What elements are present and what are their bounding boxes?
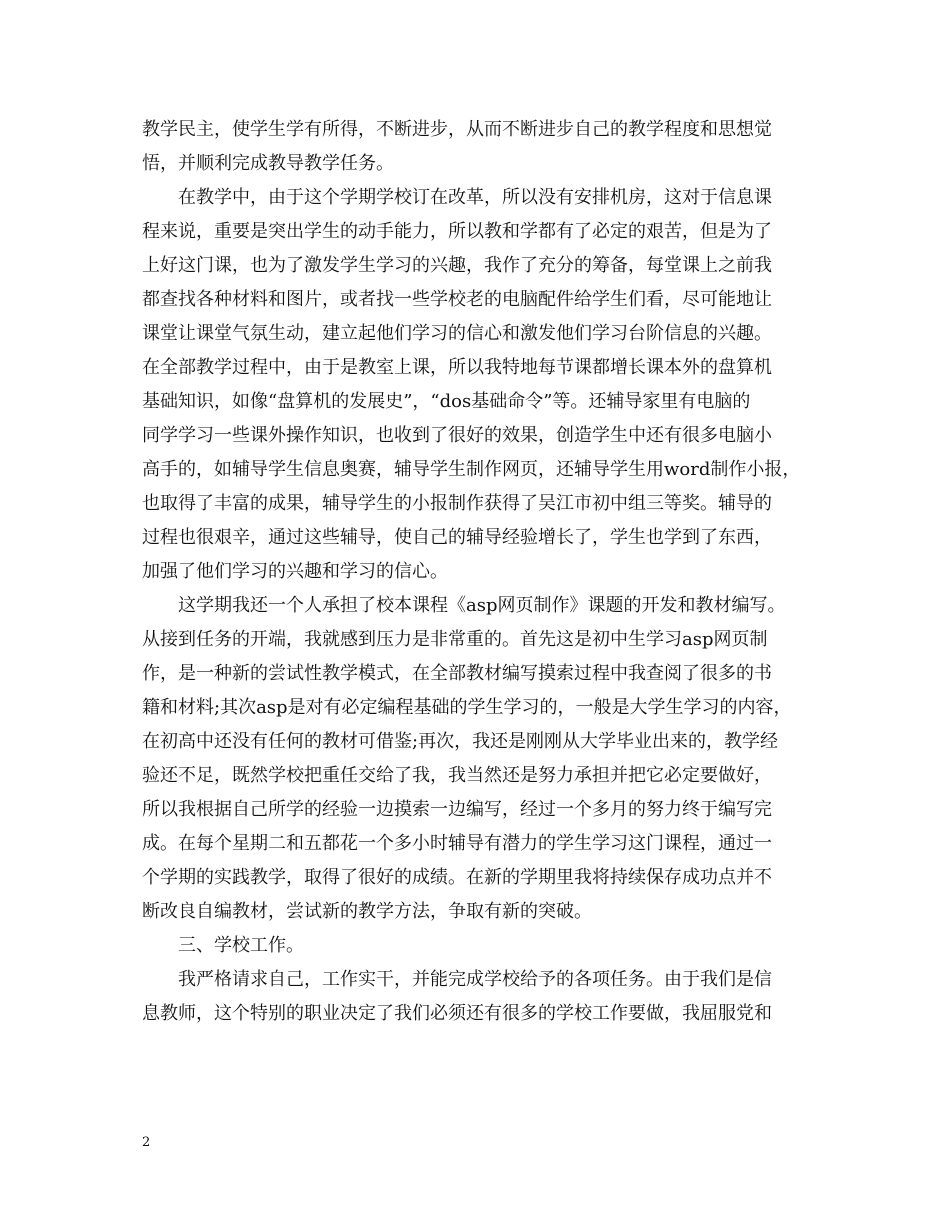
text-line: 在全部教学过程中，由于是教室上课，所以我特地每节课都增长课本外的盘算机 [142,357,772,378]
document-body [142,113,810,1031]
text-line: 息教师，这个特别的职业决定了我们必须还有很多的学校工作要做，我屈服党和 [142,1003,772,1024]
text-line: 在初高中还没有任何的教材可借鉴;再次，我还是刚刚从大学毕业出来的，教学经 [142,731,779,752]
text-line: 加强了他们学习的兴趣和学习的信心。 [142,561,448,582]
text-line: 这学期我还一个人承担了校本课程《asp网页制作》课题的开发和教材编写。 [178,595,786,616]
text-line: 我严格请求自己，工作实干，并能完成学校给予的各项任务。由于我们是信 [178,969,772,990]
text-line: 在教学中，由于这个学期学校订在改革，所以没有安排机房，这对于信息课 [178,187,772,208]
text-line: 籍和材料;其次asp是对有必定编程基础的学生学习的，一般是大学生学习的内容， [142,697,792,718]
text-line: 作，是一种新的尝试性教学模式，在全部教材编写摸索过程中我查阅了很多的书 [142,663,772,684]
text-line: 程来说，重要是突出学生的动手能力，所以教和学都有了必定的艰苦，但是为了 [142,221,772,242]
text-line: 都查找各种材料和图片，或者找一些学校老的电脑配件给学生们看，尽可能地让 [142,289,772,310]
text-line: 三、学校工作。 [178,935,304,956]
text-line: 同学学习一些课外操作知识，也收到了很好的效果，创造学生中还有很多电脑小 [142,425,772,446]
text-line: 上好这门课，也为了激发学生学习的兴趣，我作了充分的筹备，每堂课上之前我 [142,255,772,276]
text-line: 高手的，如辅导学生信息奥赛，辅导学生制作网页，还辅导学生用word制作小报， [142,459,801,480]
page-number: 2 [142,1135,151,1150]
text-line: 过程也很艰辛，通过这些辅导，使自己的辅导经验增长了，学生也学到了东西， [142,527,772,548]
text-line: 个学期的实践教学，取得了很好的成绩。在新的学期里我将持续保存成功点并不 [142,867,772,888]
text-line: 从接到任务的开端，我就感到压力是非常重的。首先这是初中生学习asp网页制 [142,629,768,650]
text-line: 悟，并顺利完成教导教学任务。 [142,153,394,174]
text-line: 课堂让课堂气氛生动，建立起他们学习的信心和激发他们学习台阶信息的兴趣。 [142,323,772,344]
text-line: 教学民主，使学生学有所得，不断进步，从而不断进步自己的教学程度和思想觉 [142,119,772,140]
text-line: 所以我根据自己所学的经验一边摸索一边编写，经过一个多月的努力终于编写完 [142,799,772,820]
text-line: 断改良自编教材，尝试新的教学方法，争取有新的突破。 [142,901,592,922]
text-line: 基础知识，如像“盘算机的发展史”，“dos基础命令”等。还辅导家里有电脑的 [142,391,751,412]
text-line: 成。在每个星期二和五都花一个多小时辅导有潜力的学生学习这门课程，通过一 [142,833,772,854]
text-line: 也取得了丰富的成果，辅导学生的小报制作获得了吴江市初中组三等奖。辅导的 [142,493,772,514]
text-line: 验还不足，既然学校把重任交给了我，我当然还是努力承担并把它必定要做好， [142,765,772,786]
